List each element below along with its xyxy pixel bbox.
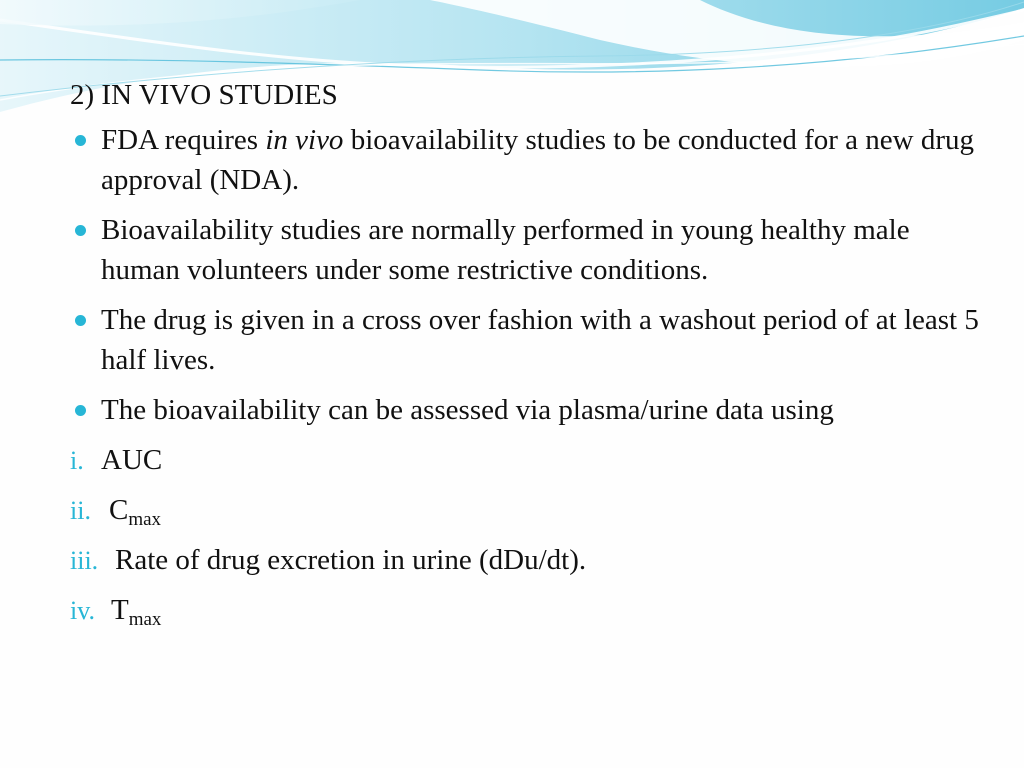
bullet-dot-icon — [75, 405, 86, 416]
slide-content — [70, 76, 990, 640]
bullet-text-after: bioavailability studies to be conducted for a new drug approval (NDA). — [101, 124, 975, 196]
bullet-item — [70, 300, 990, 380]
bullet-text-italic: in vivo — [265, 124, 344, 156]
sub-item-base: C — [109, 494, 129, 526]
bullet-item — [70, 120, 990, 200]
sub-item-subscript: max — [128, 509, 162, 530]
sub-item-subscript: max — [128, 609, 162, 630]
sub-list-item — [70, 490, 990, 531]
roman-marker: i. — [70, 446, 84, 475]
bullet-item — [70, 390, 990, 430]
sub-list-item — [70, 590, 990, 631]
roman-marker: iv. — [70, 596, 96, 625]
sub-list-item — [70, 540, 990, 581]
sub-list-item — [70, 440, 990, 481]
bullet-text: The bioavailability can be assessed via plasma/urine data using — [101, 394, 834, 426]
bullet-dot-icon — [75, 315, 86, 326]
sub-item-text: Rate of drug excretion in urine (dDu/dt). — [115, 544, 587, 576]
slide-heading: 2) IN VIVO STUDIES — [70, 79, 338, 111]
bullet-item — [70, 210, 990, 290]
sub-item-text: AUC — [101, 444, 163, 476]
bullet-text: The drug is given in a cross over fashion with a washout period of at least 5 half lives. — [101, 304, 979, 376]
bullet-text-before: FDA requires — [101, 124, 266, 156]
roman-marker: iii. — [70, 546, 99, 575]
sub-item-base: T — [111, 594, 129, 626]
bullet-dot-icon — [75, 135, 86, 146]
bullet-text: Bioavailability studies are normally performed in young healthy male human volunteers under some restrictive conditions. — [101, 214, 910, 286]
bullet-dot-icon — [75, 225, 86, 236]
roman-marker: ii. — [70, 496, 91, 525]
